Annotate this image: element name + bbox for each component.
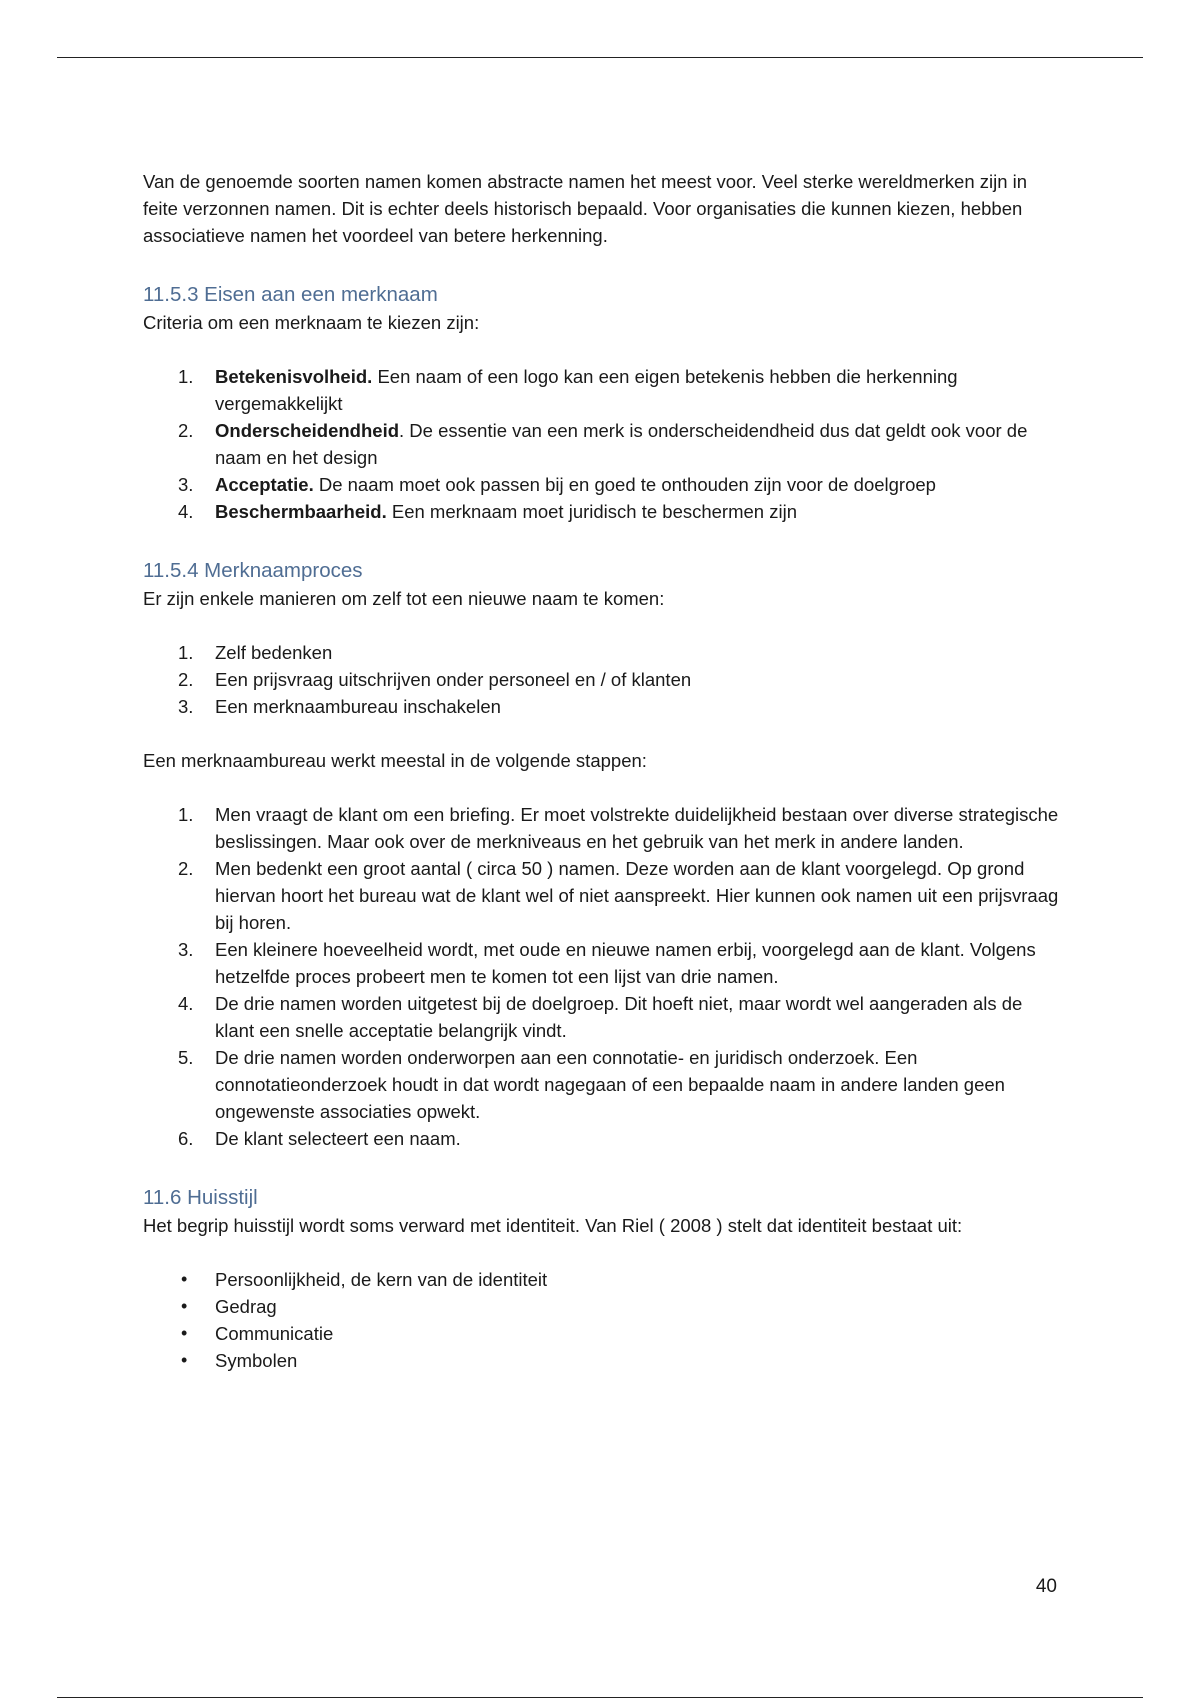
- list-item: 2. Een prijsvraag uitschrijven onder personeel en / of klanten: [178, 669, 692, 690]
- list-item: • Gedrag: [143, 1293, 1063, 1320]
- list-item: 4. De drie namen worden uitgetest bij de doelgroep. Dit hoeft niet, maar wordt wel aangeraden als de klant een snelle acceptatie belangrijk vindt.: [178, 993, 1023, 1041]
- list-item: 2. Onderscheidendheid. De essentie van een merk is onderscheidendheid dus dat geldt ook voor de naam en het design: [178, 420, 1028, 468]
- list-item: • Symbolen: [143, 1347, 1063, 1374]
- list-item: 3. Een merknaambureau inschakelen: [178, 696, 501, 717]
- criteria-list: [143, 363, 1063, 525]
- list-item: • Communicatie: [143, 1320, 1063, 1347]
- list-item: 1. Zelf bedenken: [178, 642, 333, 663]
- bullet-icon: •: [181, 1296, 188, 1316]
- list-item: 1. Betekenisvolheid. Een naam of een logo kan een eigen betekenis hebben die herkenning vergemakkelijkt: [178, 366, 958, 414]
- list-item: • Persoonlijkheid, de kern van de identiteit: [143, 1266, 1063, 1293]
- list-item: 1. Men vraagt de klant om een briefing. Er moet volstrekte duidelijkheid bestaan over diverse strategische beslissingen. Maar ook over de merkniveaus en het gebruik van het merk in andere landen.: [178, 804, 1059, 852]
- identity-bullet-list: [143, 1266, 1063, 1374]
- bullet-icon: •: [181, 1269, 188, 1289]
- heading-11-5-3: 11.5.3 Eisen aan een merknaam: [143, 283, 438, 306]
- methods-list: [143, 639, 1063, 720]
- criteria-lead: Criteria om een merknaam te kiezen zijn:: [143, 312, 480, 333]
- footer-rule: [57, 1697, 1143, 1698]
- bullet-icon: •: [181, 1350, 188, 1370]
- list-item: 5. De drie namen worden onderworpen aan een connotatie- en juridisch onderzoek. Een connotatieonderzoek houdt in dat wordt nagegaan of een bepaalde naam in andere landen geen ongewenste associaties opwekt.: [178, 1047, 1005, 1122]
- list-item: 6. De klant selecteert een naam.: [178, 1128, 461, 1149]
- list-item: 4. Beschermbaarheid. Een merknaam moet juridisch te beschermen zijn: [178, 501, 797, 522]
- heading-11-6: 11.6 Huisstijl: [143, 1186, 258, 1209]
- huisstijl-lead: Het begrip huisstijl wordt soms verward met identiteit. Van Riel ( 2008 ) stelt dat identiteit bestaat uit:: [143, 1215, 963, 1236]
- page-number: 40: [1035, 1576, 1057, 1597]
- intro-paragraph: Van de genoemde soorten namen komen abstracte namen het meest voor. Veel sterke wereldmerken zijn in feite verzonnen namen. Dit is echter deels historisch bepaald. Voor organisaties die kunnen kiezen, hebben associatieve namen het voordeel van betere herkenning.: [143, 171, 1028, 246]
- steps-list: [143, 801, 1063, 1152]
- list-item: 3. Een kleinere hoeveelheid wordt, met oude en nieuwe namen erbij, voorgelegd aan de klant. Volgens hetzelfde proces probeert men te komen tot een lijst van drie namen.: [178, 939, 1036, 987]
- header-rule: [57, 57, 1143, 58]
- bullet-icon: •: [181, 1323, 188, 1343]
- steps-lead: Een merknaambureau werkt meestal in de volgende stappen:: [143, 750, 647, 771]
- heading-11-5-4: 11.5.4 Merknaamproces: [143, 559, 363, 582]
- list-item: 2. Men bedenkt een groot aantal ( circa 50 ) namen. Deze worden aan de klant voorgelegd. Op grond hiervan hoort het bureau wat de klant wel of niet aanspreekt. Hier kunnen ook namen uit een prijsvraag bij horen.: [178, 858, 1059, 933]
- page-body: [143, 168, 1063, 1374]
- list-item: 3. Acceptatie. De naam moet ook passen bij en goed te onthouden zijn voor de doelgroep: [178, 474, 936, 495]
- process-lead: Er zijn enkele manieren om zelf tot een nieuwe naam te komen:: [143, 588, 665, 609]
